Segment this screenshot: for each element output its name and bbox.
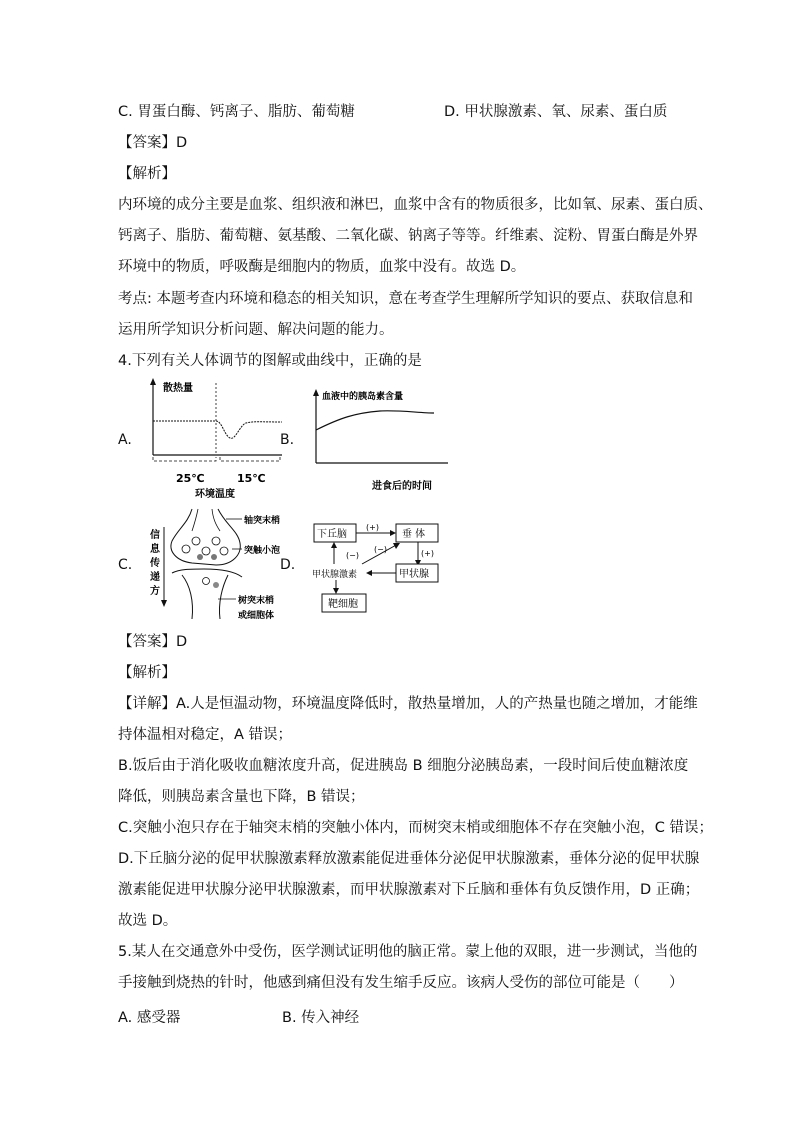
figure-d-cells: 靶细胞 [328,599,358,610]
q4-analysis-line: B.饭后由于消化吸收血糖浓度升高，促进胰岛 B 细胞分泌胰岛素，一段时间后使血糖浓度 [118,758,689,774]
q4-analysis-line: 持体温相对稳定，A 错误； [118,727,293,743]
figure-b-ylabel: 血液中的胰岛素含量 [322,392,404,402]
q3-option-c: C. 胃蛋白酶、钙离子、脂肪、葡萄糖 [118,104,355,120]
svg-text:递: 递 [150,572,160,583]
q5-option-b: B. 传入神经 [282,1010,360,1026]
q3-analysis-heading: 【解析】 [118,166,176,182]
figure-d-pituitary: 垂 体 [402,529,426,540]
figure-a-right-temp: 15℃ [237,472,266,485]
q4-analysis-line: D.下丘脑分泌的促甲状腺激素释放激素能促进垂体分泌促甲状腺激素，垂体分泌的促甲状腺 [118,851,700,867]
figure-b-xlabel: 进食后的时间 [372,481,432,492]
svg-text:方: 方 [150,586,160,597]
q5-option-a: A. 感受器 [118,1010,181,1026]
figure-c-label-axon: 轴突末梢 [244,516,281,526]
figure-c-side-label [149,528,161,597]
q4-label-a: A. [118,432,132,448]
svg-text:息: 息 [150,544,160,555]
q3-analysis-line: 钙离子、脂肪、葡萄糖、氨基酸、二氧化碳、钠离子等等。纤维素、淀粉、胃蛋白酶是外界 [118,228,698,244]
q3-analysis-line: 运用所学知识分析问题、解决问题的能力。 [118,322,394,338]
figure-a-left-temp: 25℃ [176,472,205,485]
figure-d-thyroid-regulation [308,520,446,616]
figure-d-plus1: (+) [366,523,379,532]
figure-c-label-body: 或细胞体 [238,611,275,621]
figure-a-xlabel: 环境温度 [195,489,235,500]
svg-text:信: 信 [150,530,160,541]
q5-stem-line: 手接触到烧热的针时，他感到痛但没有发生缩手反应。该病人受伤的部位可能是（ ） [118,975,684,991]
q4-analysis-line: C.突触小泡只存在于轴突末梢的突触小体内，而树突末梢或细胞体不存在突触小泡，C 错误； [118,820,713,836]
figure-a-ylabel: 散热量 [163,383,193,394]
q4-analysis-line: 激素能促进甲状腺分泌甲状腺激素，而甲状腺激素对下丘脑和垂体有负反馈作用，D 正确； [118,882,700,898]
q4-analysis-line: 【详解】A.人是恒温动物，环境温度降低时，散热量增加，人的产热量也随之增加，才能维 [118,696,698,712]
q5-stem-line: 5.某人在交通意外中受伤，医学测试证明他的脑正常。蒙上他的双眼，进一步测试，当他的 [118,944,698,960]
figure-d-thyroid: 甲状腺 [399,569,429,580]
q4-answer: 【答案】D [118,634,188,650]
q4-label-b: B. [280,432,295,448]
q3-option-d: D. 甲状腺激素、氧、尿素、蛋白质 [444,104,668,120]
q4-label-c: C. [118,557,133,573]
figure-c-label-vesicle: 突触小泡 [244,546,281,556]
figure-d-hormone: 甲状腺激素 [312,570,358,580]
figure-d-hypothalamus: 下丘脑 [317,529,347,540]
figure-d-minus1: (−) [346,551,359,560]
q4-stem: 4.下列有关人体调节的图解或曲线中，正确的是 [118,353,422,369]
figure-b-insulin-curve [300,383,450,495]
q4-analysis-line: 降低，则胰岛素含量也下降，B 错误； [118,789,365,805]
q3-analysis-line: 内环境的成分主要是血浆、组织液和淋巴，血浆中含有的物质很多，比如氧、尿素、蛋白质、 [118,197,713,213]
q4-label-d: D. [280,557,296,573]
svg-text:传: 传 [150,558,160,569]
figure-a-heat-dissipation [140,377,290,503]
q3-answer: 【答案】D [118,135,188,151]
q3-analysis-line: 环境中的物质，呼吸酶是细胞内的物质，血浆中没有。故选 D。 [118,259,526,275]
figure-c-label-dendrite: 树突末梢 [238,596,275,606]
q4-analysis-heading: 【解析】 [118,665,176,681]
q3-analysis-line: 考点: 本题考查内环境和稳态的相关知识，意在考查学生理解所学知识的要点、获取信息和 [118,291,693,307]
figure-d-minus2: (−) [374,545,387,554]
figure-d-plus2: (+) [421,549,434,558]
q4-analysis-line: 故选 D。 [118,913,178,929]
figure-c-synapse [146,505,296,623]
